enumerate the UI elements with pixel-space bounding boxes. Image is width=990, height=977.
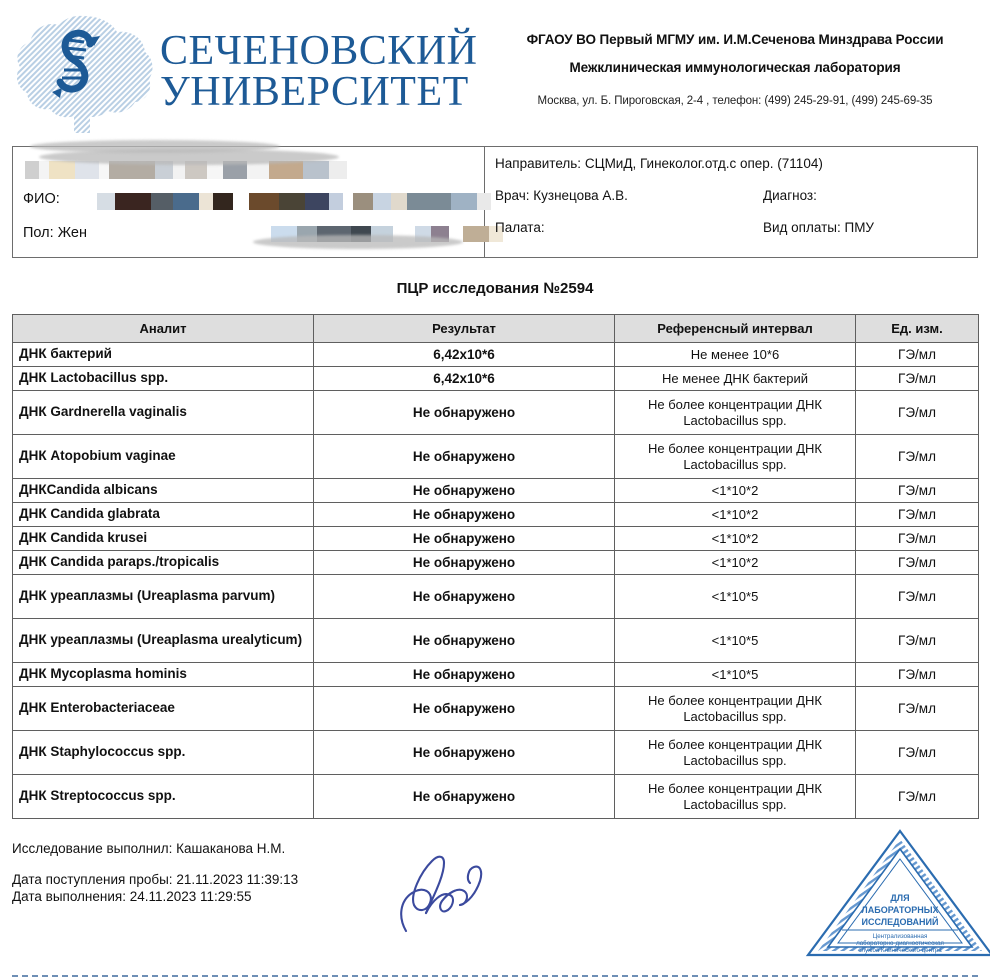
cell-unit: ГЭ/мл xyxy=(856,343,979,367)
cell-reference: Не более концентрации ДНК Lactobacillus spp. xyxy=(615,391,856,435)
fio-label: ФИО: xyxy=(23,191,60,207)
sex-field xyxy=(23,225,87,241)
cell-unit: ГЭ/мл xyxy=(856,503,979,527)
cell-unit: ГЭ/мл xyxy=(856,775,979,819)
patient-identity-panel xyxy=(13,147,485,257)
document-header xyxy=(0,0,990,140)
referrer-value: СЦМиД, Гинеколог.отд.с опер. (71104) xyxy=(584,156,823,171)
table-row xyxy=(13,775,979,819)
cell-result: Не обнаружено xyxy=(314,391,615,435)
cell-result: Не обнаружено xyxy=(314,575,615,619)
cell-reference: Не более концентрации ДНК Lactobacillus spp. xyxy=(615,435,856,479)
cell-reference: Не менее 10*6 xyxy=(615,343,856,367)
column-header-analyte: Аналит xyxy=(13,315,314,343)
cell-unit: ГЭ/мл xyxy=(856,391,979,435)
patient-info-box xyxy=(12,146,978,258)
performer-line: Исследование выполнил: Кашаканова Н.М. xyxy=(12,841,286,856)
organization-name: ФГАОУ ВО Первый МГМУ им. И.М.Сеченова Минздрава России xyxy=(526,32,944,47)
doctor-field xyxy=(495,188,763,203)
table-row xyxy=(13,575,979,619)
document-footer xyxy=(12,841,978,971)
doctor-diagnosis-row xyxy=(495,188,977,203)
ward-field xyxy=(495,220,763,235)
cell-unit: ГЭ/мл xyxy=(856,367,979,391)
payment-label: Вид оплаты: xyxy=(763,220,841,235)
table-header-row xyxy=(13,315,979,343)
cell-reference: Не более концентрации ДНК Lactobacillus spp. xyxy=(615,687,856,731)
patient-redacted-row-top xyxy=(21,153,484,187)
sex-value: Жен xyxy=(57,225,87,241)
diagnosis-field xyxy=(763,188,817,203)
cell-result: Не обнаружено xyxy=(314,479,615,503)
payment-field xyxy=(763,220,874,235)
table-row xyxy=(13,619,979,663)
table-row xyxy=(13,367,979,391)
table-row xyxy=(13,343,979,367)
cell-unit: ГЭ/мл xyxy=(856,731,979,775)
column-header-result: Результат xyxy=(314,315,615,343)
cell-reference: <1*10*5 xyxy=(615,663,856,687)
table-row xyxy=(13,731,979,775)
stamp-line-6: служба Клинического центра xyxy=(858,947,942,954)
results-table xyxy=(12,314,979,819)
table-row xyxy=(13,551,979,575)
table-row xyxy=(13,435,979,479)
sample-date-line: Дата поступления пробы: 21.11.2023 11:39:13 xyxy=(12,872,299,887)
cell-reference: Не более концентрации ДНК Lactobacillus spp. xyxy=(615,775,856,819)
cell-result: Не обнаружено xyxy=(314,435,615,479)
cell-result: Не обнаружено xyxy=(314,619,615,663)
cell-unit: ГЭ/мл xyxy=(856,551,979,575)
organization-address: Москва, ул. Б. Пироговская, 2-4 , телефон: (499) 245-29-91, (499) 245-69-35 xyxy=(537,95,933,107)
cell-analyte: ДНК Candida glabrata xyxy=(13,503,314,527)
cell-reference: <1*10*2 xyxy=(615,551,856,575)
cell-analyte: ДНК уреаплазмы (Ureaplasma parvum) xyxy=(13,575,314,619)
candida-row-smudge xyxy=(30,140,280,153)
cell-reference: <1*10*5 xyxy=(615,575,856,619)
cell-reference: Не более концентрации ДНК Lactobacillus spp. xyxy=(615,731,856,775)
payment-value: ПМУ xyxy=(844,220,875,235)
logo-word-universitet: УНИВЕРСИТЕТ xyxy=(160,69,469,115)
cell-analyte: ДНК бактерий xyxy=(13,343,314,367)
stamp-line-2: ЛАБОРАТОРНЫХ xyxy=(861,905,939,915)
redaction-smudge-bottom xyxy=(253,235,463,249)
table-body xyxy=(13,343,979,819)
laboratory-name: Межклиническая иммунологическая лаборатория xyxy=(569,60,901,75)
referrer-label: Направитель: xyxy=(495,156,582,171)
cell-analyte: ДНК Atopobium vaginae xyxy=(13,435,314,479)
cell-result: 6,42х10*6 xyxy=(314,343,615,367)
laboratory-stamp-icon xyxy=(802,825,990,965)
cell-analyte: ДНК Streptococcus spp. xyxy=(13,775,314,819)
stamp-line-4: Централизованная xyxy=(872,933,928,940)
ward-payment-row xyxy=(495,220,977,235)
cell-unit: ГЭ/мл xyxy=(856,479,979,503)
table-row xyxy=(13,687,979,731)
cell-result: Не обнаружено xyxy=(314,551,615,575)
organization-details xyxy=(490,6,990,107)
diagnosis-label: Диагноз: xyxy=(763,188,817,203)
doctor-label: Врач: xyxy=(495,188,530,203)
cell-unit: ГЭ/мл xyxy=(856,663,979,687)
redaction-block-fio xyxy=(97,193,491,210)
cell-unit: ГЭ/мл xyxy=(856,619,979,663)
patient-sex-row xyxy=(21,221,484,255)
referrer-field xyxy=(495,156,977,171)
stamp-line-1: ДЛЯ xyxy=(890,893,910,903)
cell-analyte: ДНК Candida paraps./tropicalis xyxy=(13,551,314,575)
cell-analyte: ДНК Candida krusei xyxy=(13,527,314,551)
cell-unit: ГЭ/мл xyxy=(856,575,979,619)
table-row xyxy=(13,479,979,503)
completion-date-line: Дата выполнения: 24.11.2023 11:29:55 xyxy=(12,889,252,904)
table-row xyxy=(13,663,979,687)
cell-reference: Не менее ДНК бактерий xyxy=(615,367,856,391)
cell-analyte: ДНК Staphylococcus spp. xyxy=(13,731,314,775)
column-header-unit: Ед. изм. xyxy=(856,315,979,343)
table-header xyxy=(13,315,979,343)
stamp-line-3: ИССЛЕДОВАНИЙ xyxy=(861,917,939,927)
cell-reference: <1*10*2 xyxy=(615,503,856,527)
stamp-line-5: лабораторно-диагностическая xyxy=(856,940,944,947)
patient-fio-row xyxy=(21,187,484,221)
cell-analyte: ДНК Lactobacillus spp. xyxy=(13,367,314,391)
cell-result: 6,42х10*6 xyxy=(314,367,615,391)
cell-result: Не обнаружено xyxy=(314,503,615,527)
cell-unit: ГЭ/мл xyxy=(856,435,979,479)
cell-result: Не обнаружено xyxy=(314,731,615,775)
referral-panel xyxy=(485,147,977,257)
cell-result: Не обнаружено xyxy=(314,663,615,687)
signature-icon xyxy=(394,843,584,938)
logo-word-sechenovsky: СЕЧЕНОВСКИЙ xyxy=(160,27,478,74)
table-row xyxy=(13,503,979,527)
cell-reference: <1*10*2 xyxy=(615,479,856,503)
cell-analyte: ДНК Gardnerella vaginalis xyxy=(13,391,314,435)
cell-reference: <1*10*5 xyxy=(615,619,856,663)
cell-analyte: ДНКCandida albicans xyxy=(13,479,314,503)
cell-analyte: ДНК Mycoplasma hominis xyxy=(13,663,314,687)
table-row xyxy=(13,527,979,551)
cell-unit: ГЭ/мл xyxy=(856,687,979,731)
cell-result: Не обнаружено xyxy=(314,775,615,819)
sechenov-tree-dna-logo-icon xyxy=(8,8,158,136)
university-wordmark xyxy=(160,27,478,115)
cell-reference: <1*10*2 xyxy=(615,527,856,551)
results-table-container xyxy=(12,314,978,819)
sex-label: Пол: xyxy=(23,225,54,241)
table-row xyxy=(13,391,979,435)
cell-analyte: ДНК уреаплазмы (Ureaplasma urealyticum) xyxy=(13,619,314,663)
column-header-reference: Референсный интервал xyxy=(615,315,856,343)
doctor-value: Кузнецова А.В. xyxy=(533,188,628,203)
cell-analyte: ДНК Enterobacteriaceae xyxy=(13,687,314,731)
ward-label: Палата: xyxy=(495,220,545,235)
cell-result: Не обнаружено xyxy=(314,687,615,731)
report-title: ПЦР исследования №2594 xyxy=(396,280,594,297)
cell-unit: ГЭ/мл xyxy=(856,527,979,551)
cell-result: Не обнаружено xyxy=(314,527,615,551)
university-logo xyxy=(0,6,490,138)
